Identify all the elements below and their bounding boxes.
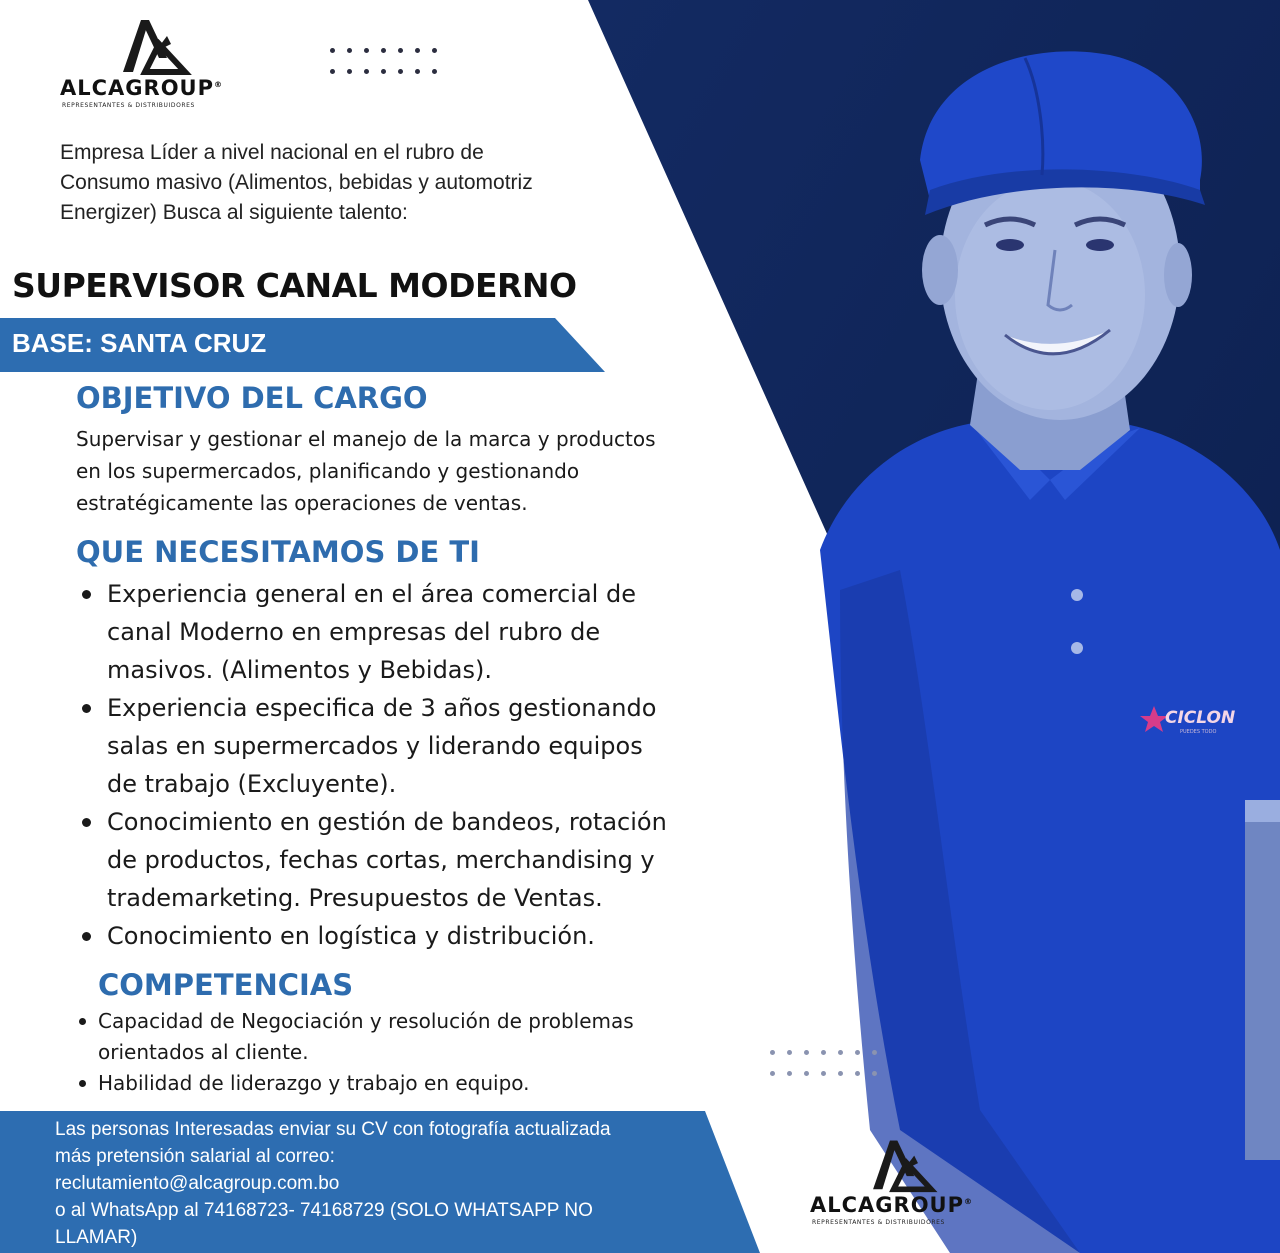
contact-line: LLAMAR) bbox=[55, 1227, 138, 1248]
brand-wordmark: ALCAGROUP® bbox=[60, 76, 224, 100]
objective-line: Supervisar y gestionar el manejo de la marca y productos bbox=[76, 427, 656, 451]
bullet bbox=[82, 932, 91, 941]
competencies-heading: COMPETENCIAS bbox=[98, 968, 354, 1002]
objective-heading: OBJETIVO DEL CARGO bbox=[76, 381, 428, 415]
requirement-item: Experiencia general en el área comercial de canal Moderno en empresas del rubro de masivos. (Alimentos y Bebidas). bbox=[80, 575, 780, 689]
decorative-dots-top bbox=[330, 48, 438, 74]
brand-tagline: REPRESENTANTES & DISTRIBUIDORES bbox=[62, 102, 195, 109]
job-base-location: BASE: SANTA CRUZ bbox=[12, 328, 267, 358]
intro-line: Consumo masivo (Alimentos, bebidas y automotriz bbox=[60, 171, 533, 194]
requirement-item: Conocimiento en logística y distribución. bbox=[80, 917, 780, 955]
competency-item: Habilidad de liderazgo y trabajo en equipo. bbox=[78, 1068, 778, 1099]
contact-line: Las personas Interesadas enviar su CV con fotografía actualizada bbox=[55, 1119, 611, 1140]
objective-line: estratégicamente las operaciones de ventas. bbox=[76, 491, 528, 515]
contact-whatsapp: o al WhatsApp al 74168723- 74168729 (SOLO WHATSAPP NO bbox=[55, 1200, 593, 1221]
competencies-list bbox=[78, 1006, 778, 1099]
bullet bbox=[82, 590, 91, 599]
requirements-list bbox=[80, 575, 780, 955]
job-title: SUPERVISOR CANAL MODERNO bbox=[12, 266, 577, 305]
brand-tagline: REPRESENTANTES & DISTRIBUIDORES bbox=[812, 1219, 945, 1226]
contact-email[interactable]: reclutamiento@alcagroup.com.bo bbox=[55, 1173, 340, 1194]
brand-logo-top bbox=[60, 14, 260, 114]
alcagroup-logo-icon bbox=[115, 14, 195, 76]
contact-line: más pretensión salarial al correo: bbox=[55, 1146, 335, 1167]
decorative-dots-bottom bbox=[770, 1050, 878, 1076]
competency-item: Capacidad de Negociación y resolución de problemas orientados al cliente. bbox=[78, 1006, 778, 1068]
alcagroup-logo-icon bbox=[865, 1135, 941, 1193]
bullet bbox=[82, 818, 91, 827]
requirements-heading: QUE NECESITAMOS DE TI bbox=[76, 535, 480, 569]
ciclon-logo-word: CICLON bbox=[1165, 708, 1236, 728]
ciclon-logo-tagline: PUEDES TODO bbox=[1180, 729, 1217, 735]
contact-info bbox=[55, 1116, 695, 1251]
brand-wordmark: ALCAGROUP® bbox=[810, 1193, 974, 1217]
bullet bbox=[79, 1018, 86, 1025]
bullet bbox=[79, 1080, 86, 1087]
requirement-item: Experiencia especifica de 3 años gestionando salas en supermercados y liderando equipos de trabajo (Excluyente). bbox=[80, 689, 780, 803]
bullet bbox=[82, 704, 91, 713]
objective-text bbox=[76, 423, 656, 519]
objective-line: en los supermercados, planificando y gestionando bbox=[76, 459, 580, 483]
intro-line: Energizer) Busca al siguiente talento: bbox=[60, 201, 408, 224]
brand-logo-bottom bbox=[810, 1135, 1010, 1235]
intro-line: Empresa Líder a nivel nacional en el rubro de bbox=[60, 141, 484, 164]
requirement-item: Conocimiento en gestión de bandeos, rotación de productos, fechas cortas, merchandising y trademarketing. Presupuestos de Ventas. bbox=[80, 803, 780, 917]
company-intro bbox=[60, 138, 620, 228]
